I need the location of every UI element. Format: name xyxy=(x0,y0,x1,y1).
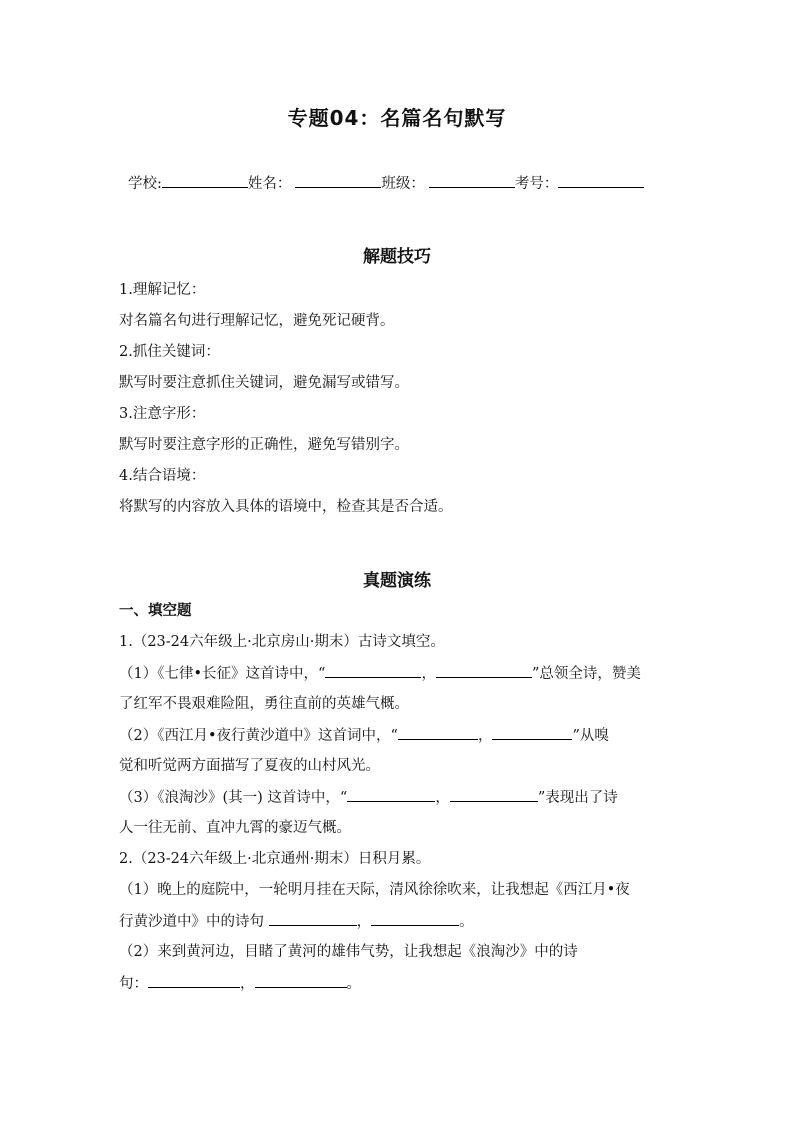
q2-p2-prefix: 句： xyxy=(119,976,148,992)
q1-p3-prefix: （3）《浪淘沙》(其一) 这首诗中，“ xyxy=(119,790,348,806)
q2-p2-sep: ， xyxy=(240,976,255,992)
tips-heading: 解题技巧 xyxy=(363,247,431,267)
q1-p2-suffix: ”从嗅 xyxy=(572,728,609,744)
q2-part2-line2 xyxy=(119,973,361,994)
q1-p3-blank-2[interactable] xyxy=(450,787,538,802)
q2-p1-sep: ， xyxy=(356,914,372,930)
q1-part3-line1 xyxy=(119,787,618,808)
q2-part2-line1: （2）来到黄河边，目睹了黄河的雄伟气势，让我想起《浪淘沙》中的诗 xyxy=(119,944,578,960)
school-blank[interactable] xyxy=(162,173,248,188)
section-label: 一、填空题 xyxy=(119,603,192,619)
q1-p3-sep: ， xyxy=(435,790,450,806)
practice-heading: 真题演练 xyxy=(363,571,431,591)
q1-p1-blank-2[interactable] xyxy=(436,663,532,678)
name-blank[interactable] xyxy=(295,173,381,188)
q2-p1-blank-2[interactable] xyxy=(371,911,459,926)
q1-p2-blank-2[interactable] xyxy=(492,725,572,740)
q1-p2-prefix: （2）《西江月•夜行黄沙道中》这首词中，“ xyxy=(119,728,398,744)
q1-part2-line2: 觉和听觉两方面描写了夏夜的山村风光。 xyxy=(119,758,380,774)
tip-1-title: 1.理解记忆： xyxy=(119,282,206,298)
q2-p2-blank-1[interactable] xyxy=(148,973,240,988)
q2-part1-line1: （1）晚上的庭院中，一轮明月挂在天际，清风徐徐吹来，让我想起《西江月•夜 xyxy=(119,882,630,898)
tip-3-title: 3.注意字形： xyxy=(119,406,206,422)
exam-no-label: 考号： xyxy=(514,176,559,192)
q2-p1-end: 。 xyxy=(459,914,474,930)
q2-part1-line2 xyxy=(119,911,474,932)
tip-4-title: 4.结合语境： xyxy=(119,468,206,484)
q1-p3-suffix: ”表现出了诗 xyxy=(537,790,618,806)
q1-part3-line2: 人一往无前、直冲九霄的豪迈气概。 xyxy=(119,820,351,836)
class-label: 班级： xyxy=(381,176,425,192)
student-info-line xyxy=(128,172,644,193)
q1-part1-line2: 了红军不畏艰难险阻，勇往直前的英雄气概。 xyxy=(119,696,409,712)
q1-stem: 1.（23-24六年级上·北京房山·期末）古诗文填空。 xyxy=(119,634,445,650)
exam-no-blank[interactable] xyxy=(558,173,644,188)
q2-p2-end: 。 xyxy=(346,976,361,992)
q2-p1-blank-1[interactable] xyxy=(269,911,357,926)
q2-p1-prefix: 行黄沙道中》中的诗句 xyxy=(119,914,269,930)
tip-2-body: 默写时要注意抓住关键词，避免漏写或错写。 xyxy=(119,375,409,391)
q1-p1-blank-1[interactable] xyxy=(325,663,421,678)
q1-p1-suffix: ”总领全诗，赞美 xyxy=(531,666,641,682)
tip-2-title: 2.抓住关键词： xyxy=(119,344,220,360)
q1-p2-sep: ， xyxy=(477,728,493,744)
tip-4-body: 将默写的内容放入具体的语境中，检查其是否合适。 xyxy=(119,499,453,515)
school-label: 学校: xyxy=(128,176,162,192)
q1-part1-line1 xyxy=(119,663,641,684)
q1-p1-prefix: （1）《七律•长征》这首诗中，“ xyxy=(119,666,326,682)
tip-1-body: 对名篇名句进行理解记忆，避免死记硬背。 xyxy=(119,313,395,329)
name-label: 姓名： xyxy=(247,176,292,192)
q1-p1-sep: ， xyxy=(421,666,436,682)
q2-p2-blank-2[interactable] xyxy=(255,973,347,988)
tip-3-body: 默写时要注意字形的正确性，避免写错别字。 xyxy=(119,437,409,453)
q1-part2-line1 xyxy=(119,725,609,746)
q1-p3-blank-1[interactable] xyxy=(347,787,435,802)
page-title: 专题04：名篇名句默写 xyxy=(287,106,507,130)
q1-p2-blank-1[interactable] xyxy=(398,725,478,740)
q2-stem: 2.（23-24六年级上·北京通州·期末）日积月累。 xyxy=(119,851,431,867)
class-blank[interactable] xyxy=(429,173,515,188)
